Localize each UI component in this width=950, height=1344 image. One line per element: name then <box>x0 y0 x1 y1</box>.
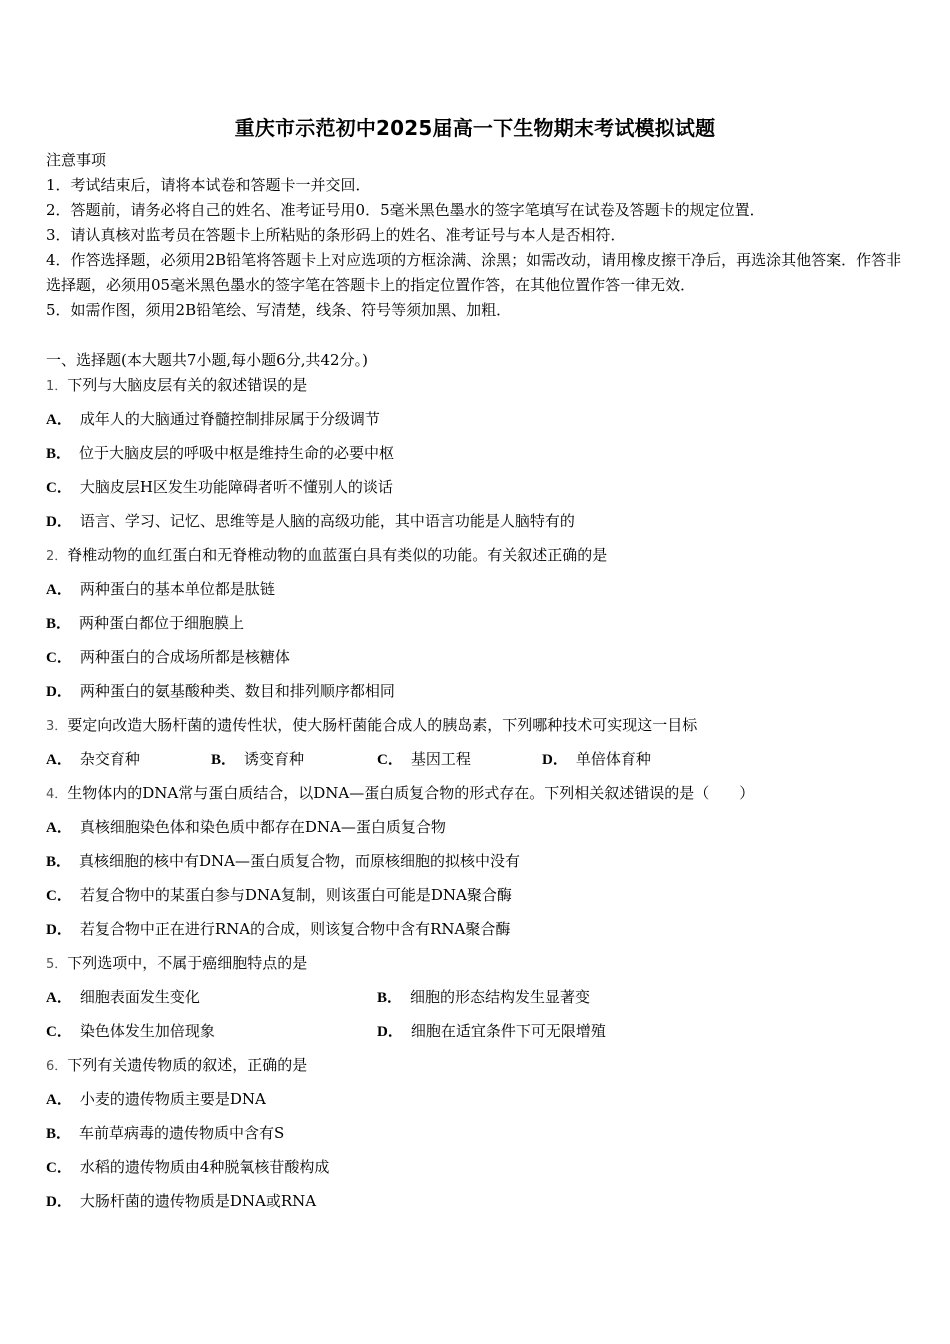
option-text: 水稻的遗传物质由4种脱氧核苷酸构成 <box>79 1158 330 1176</box>
option-item <box>46 612 244 635</box>
option-item <box>46 578 275 601</box>
option-item <box>46 1190 316 1213</box>
option-item <box>46 1088 266 1111</box>
notes-heading: 注意事项 <box>46 151 107 169</box>
question-text: 下列选项中，不属于癌细胞特点的是 <box>67 954 308 972</box>
option-letter: A． <box>46 412 72 428</box>
question-number: 3． <box>46 719 68 734</box>
option-text: 两种蛋白的氨基酸种类、数目和排列顺序都相同 <box>79 682 395 700</box>
notes-block <box>46 148 904 323</box>
option-item <box>46 476 393 499</box>
option-item <box>46 1122 284 1145</box>
option-letter: A． <box>46 752 72 768</box>
option-letter: C． <box>46 888 72 904</box>
question-text: 要定向改造大肠杆菌的遗传性状，使大肠杆菌能合成人的胰岛素，下列哪种技术可实现这一目标 <box>67 716 698 734</box>
option-text: 基因工程 <box>410 750 471 768</box>
notes-item: 1．考试结束后，请将本试卷和答题卡一并交回． <box>46 176 371 194</box>
option-letter: B． <box>46 616 72 632</box>
option-text: 单倍体育种 <box>575 750 651 768</box>
question-number: 2． <box>46 549 68 564</box>
notes-item: 4．作答选择题，必须用2B铅笔将答题卡上对应选项的方框涂满、涂黑；如需改动，请用橡皮擦干净后，再选涂其他答案．作答非选择题，必须用05毫米黑色墨水的签字笔在答题卡上的指定位置作答，在其他位置作答一律无效． <box>46 251 902 294</box>
option-text: 两种蛋白的基本单位都是肽链 <box>79 580 275 598</box>
option-letter: C． <box>46 650 72 666</box>
option-item <box>46 986 200 1009</box>
option-text: 大肠杆菌的遗传物质是DNA或RNA <box>79 1192 317 1210</box>
option-text: 两种蛋白都位于细胞膜上 <box>79 614 245 632</box>
option-text: 小麦的遗传物质主要是DNA <box>79 1090 266 1108</box>
option-item <box>46 1020 215 1043</box>
question-number: 4． <box>46 787 68 802</box>
option-item <box>46 442 394 465</box>
question-stem <box>46 374 307 398</box>
option-letter: B． <box>46 854 72 870</box>
option-item <box>542 748 651 771</box>
option-text: 真核细胞的核中有DNA—蛋白质复合物，而原核细胞的拟核中没有 <box>79 852 521 870</box>
option-item <box>377 986 590 1009</box>
option-letter: B． <box>46 446 72 462</box>
option-item <box>377 1020 606 1043</box>
option-text: 车前草病毒的遗传物质中含有S <box>79 1124 285 1142</box>
page-title: 重庆市示范初中2025届高一下生物期末考试模拟试题 <box>234 116 716 140</box>
option-letter: A． <box>46 582 72 598</box>
option-text: 位于大脑皮层的呼吸中枢是维持生命的必要中枢 <box>79 444 395 462</box>
option-item <box>46 918 510 941</box>
option-letter: D． <box>46 514 72 530</box>
option-item <box>46 680 395 703</box>
option-letter: C． <box>46 480 72 496</box>
section-heading: 一、选择题(本大题共7小题,每小题6分,共42分。) <box>46 351 368 369</box>
option-item <box>46 646 290 669</box>
question-number: 6． <box>46 1059 68 1074</box>
option-item <box>46 510 575 533</box>
option-letter: D． <box>542 752 568 768</box>
option-text: 大脑皮层H区发生功能障碍者听不懂别人的谈话 <box>79 478 393 496</box>
option-text: 细胞表面发生变化 <box>79 988 200 1006</box>
option-text: 语言、学习、记忆、思维等是人脑的高级功能，其中语言功能是人脑特有的 <box>79 512 575 530</box>
question-number: 1． <box>46 379 68 394</box>
option-letter: D． <box>377 1024 403 1040</box>
option-text: 两种蛋白的合成场所都是核糖体 <box>79 648 290 666</box>
option-item <box>46 884 512 907</box>
option-text: 若复合物中的某蛋白参与DNA复制，则该蛋白可能是DNA聚合酶 <box>79 886 512 904</box>
option-letter: C． <box>46 1160 72 1176</box>
question-stem <box>46 952 307 976</box>
option-text: 若复合物中正在进行RNA的合成，则该复合物中含有RNA聚合酶 <box>79 920 511 938</box>
question-text: 下列有关遗传物质的叙述，正确的是 <box>67 1056 308 1074</box>
question-stem <box>46 714 697 738</box>
option-item <box>46 748 140 771</box>
option-item <box>377 748 471 771</box>
notes-item: 2．答题前，请务必将自己的姓名、准考证号用0．5毫米黑色墨水的签字笔填写在试卷及答题卡的规定位置． <box>46 201 765 219</box>
option-letter: C． <box>377 752 403 768</box>
option-text: 杂交育种 <box>79 750 140 768</box>
option-text: 成年人的大脑通过脊髓控制排尿属于分级调节 <box>79 410 380 428</box>
option-letter: B． <box>377 990 403 1006</box>
question-text: 下列与大脑皮层有关的叙述错误的是 <box>67 376 308 394</box>
option-text: 真核细胞染色体和染色质中都存在DNA—蛋白质复合物 <box>79 818 446 836</box>
option-letter: A． <box>46 1092 72 1108</box>
question-number: 5． <box>46 957 68 972</box>
option-letter: B． <box>211 752 237 768</box>
question-stem <box>46 544 607 568</box>
question-text: 脊椎动物的血红蛋白和无脊椎动物的血蓝蛋白具有类似的功能。有关叙述正确的是 <box>67 546 608 564</box>
option-letter: A． <box>46 820 72 836</box>
option-letter: C． <box>46 1024 72 1040</box>
notes-item: 3．请认真核对监考员在答题卡上所粘贴的条形码上的姓名、准考证号与本人是否相符． <box>46 226 626 244</box>
option-letter: D． <box>46 1194 72 1210</box>
option-item <box>46 850 520 873</box>
option-text: 诱变育种 <box>244 750 305 768</box>
option-letter: D． <box>46 684 72 700</box>
question-stem <box>46 1054 307 1078</box>
question-stem <box>46 782 754 806</box>
question-text: 生物体内的DNA常与蛋白质结合，以DNA—蛋白质复合物的形式存在。下列相关叙述错误的是（ ） <box>67 784 755 802</box>
option-letter: A． <box>46 990 72 1006</box>
option-letter: D． <box>46 922 72 938</box>
option-text: 细胞的形态结构发生显著变 <box>410 988 591 1006</box>
option-text: 染色体发生加倍现象 <box>79 1022 215 1040</box>
option-item <box>46 1156 329 1179</box>
option-letter: B． <box>46 1126 72 1142</box>
notes-item: 5．如需作图，须用2B铅笔绘、写清楚，线条、符号等须加黑、加粗． <box>46 301 512 319</box>
option-item <box>46 816 446 839</box>
option-item <box>211 748 304 771</box>
option-item <box>46 408 380 431</box>
option-text: 细胞在适宜条件下可无限增殖 <box>410 1022 606 1040</box>
